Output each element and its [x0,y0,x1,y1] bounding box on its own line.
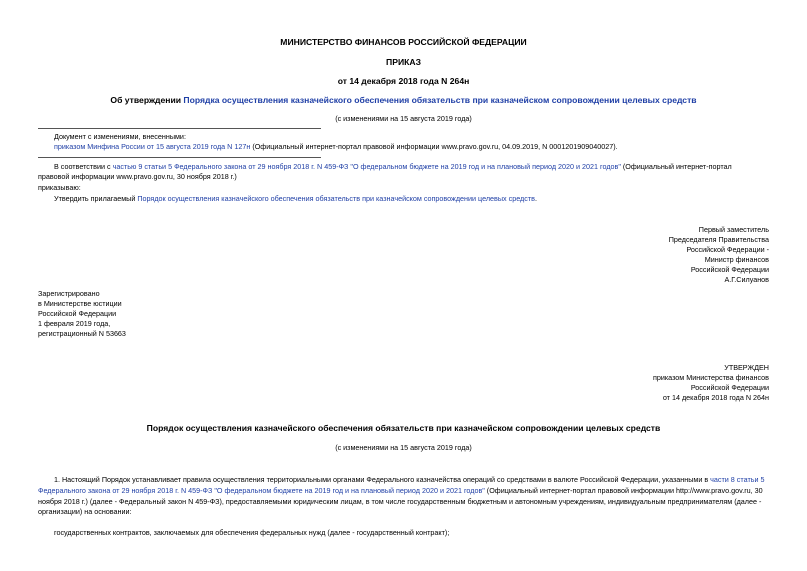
approved-line: УТВЕРЖДЕН [724,363,769,372]
document-title [0,95,807,105]
federal-law-459-link[interactable]: Федерального закона от 29 ноября 2018 г. N 459-ФЗ "О федеральном бюджете на 2019 год и на плановый период 2020 и 2021 годов" [38,486,485,495]
law-part-link[interactable]: части 8 статьи 5 [710,475,765,484]
registration-line: Зарегистрировано [38,289,100,298]
approved-line: Российской Федерации [690,383,769,392]
signature-line: Российской Федерации [690,265,769,274]
separator-rule [38,128,321,129]
registration-line: 1 февраля 2019 года, [38,319,111,328]
paragraph-1-start: 1. Настоящий Порядок устанавливает правила осуществления территориальными органами Федерального казначейства операций со средствами в валюте Российской Федерации, указанными в [54,475,711,484]
preamble-end: (Официальный интернет-портал [620,162,732,171]
registration-line: в Министерстве юстиции [38,299,122,308]
signature-line: А.Г.Силуанов [724,275,769,284]
date-number-heading: от 14 декабря 2018 года N 264н [337,76,470,86]
approve-line [54,194,537,204]
changes-source: (Официальный интернет-портал правовой информации www.pravo.gov.ru, 04.09.2019, N 0001201909040027). [250,142,618,151]
paragraph-1-line-3: ноября 2018 г.) (далее - Федеральный закон N 459-ФЗ), предоставляемыми юридическим лицам, в том числе государственным бюджетным и автономным учреждениям, индивидуальным предпринимателям (далее - [38,497,762,506]
procedure-title: Порядок осуществления казначейского обеспечения обязательств при казначейском сопровождении целевых средств [146,423,661,433]
paragraph-1-line-2 [38,486,763,496]
amending-order-link[interactable]: приказом Минфина России от 15 августа 2019 года N 127н [54,142,251,151]
paragraph-1-line-1 [54,475,765,485]
preamble-line-2: правовой информации www.pravo.gov.ru, 30 ноября 2018 г.) [38,172,237,181]
separator-rule-2 [38,157,321,158]
changes-line [54,142,618,152]
approved-line: от 14 декабря 2018 года N 264н [662,393,769,402]
procedure-amended-note: (с изменениями на 15 августа 2019 года) [335,443,472,452]
paragraph-2: государственных контрактов, заключаемых для обеспечения федеральных нужд (далее - государственный контракт); [54,528,450,537]
preamble-start: В соответствии с [54,162,113,171]
federal-law-link[interactable]: частью 9 статьи 5 Федерального закона от 29 ноября 2018 г. N 459-ФЗ "О федеральном бюджете на 2019 год и на плановый период 2020 и 2021 годов" [112,162,621,171]
signature-line: Российской Федерации - [686,245,769,254]
registration-block [38,289,126,339]
procedure-link[interactable]: Порядка осуществления казначейского обеспечения обязательств при казначейском сопровождении целевых средств [183,95,697,105]
signature-line: Первый заместитель [698,225,769,234]
approved-block [653,363,769,403]
doc-type-heading: ПРИКАЗ [386,57,421,67]
approved-procedure-link[interactable]: Порядок осуществления казначейского обеспечения обязательств при казначейском сопровождении целевых средств [137,194,535,203]
paragraph-1-mid: (Официальный интернет-портал правовой информации http://www.pravo.gov.ru, 30 [484,486,763,495]
signature-line: Министр финансов [704,255,769,264]
approve-end: . [534,194,537,203]
document-title-prefix: Об утверждении [110,95,184,105]
paragraph-1-line-4: организации) на основании: [38,507,132,516]
amended-note: (с изменениями на 15 августа 2019 года) [335,114,472,123]
ministry-heading: МИНИСТЕРСТВО ФИНАНСОВ РОССИЙСКОЙ ФЕДЕРАЦИИ [280,37,527,47]
approve-start: Утвердить прилагаемый [54,194,138,203]
signature-block [669,225,769,285]
approved-line: приказом Министерства финансов [652,373,769,382]
registration-line: регистрационный N 53663 [38,329,126,338]
order-word: приказываю: [38,183,81,192]
changes-label: Документ с изменениями, внесенными: [54,132,186,141]
signature-line: Председателя Правительства [668,235,769,244]
registration-line: Российской Федерации [38,309,117,318]
preamble-line-1 [54,162,732,172]
